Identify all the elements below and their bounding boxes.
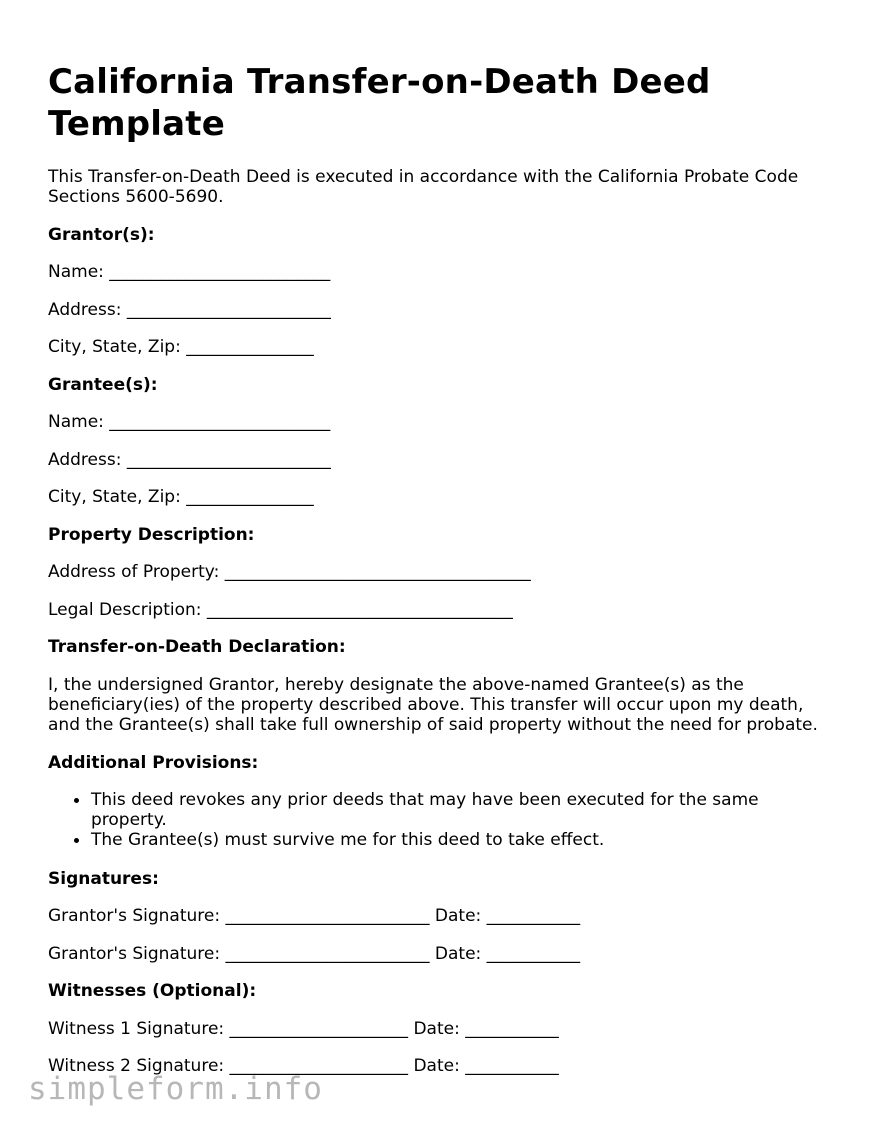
witness-signature-line-2: Witness 2 Signature: _____________________ Date: ___________ (48, 1056, 559, 1076)
witness-signature-line-1: Witness 1 Signature: _____________________ Date: ___________ (48, 1019, 559, 1039)
declaration-heading: Transfer-on-Death Declaration: (48, 637, 346, 657)
bullet-icon (74, 798, 79, 803)
grantor-signature-line-1: Grantor's Signature: ________________________ Date: ___________ (48, 906, 581, 926)
signatures-heading: Signatures: (48, 869, 159, 889)
page-title: California Transfer-on-Death Deed Template (48, 62, 711, 144)
watermark: simpleform.info (28, 1071, 323, 1107)
grantor-city-field: City, State, Zip: _______________ (48, 337, 314, 357)
list-item (91, 830, 838, 850)
grantee-city-field: City, State, Zip: _______________ (48, 487, 314, 507)
declaration-paragraph: I, the undersigned Grantor, hereby designate the above-named Grantee(s) as the beneficiary(ies) of the property described above. This transfer will occur upon my death, and the Grantee(s) shall take full ownership of said property without the need for probate. (48, 675, 818, 735)
grantee-name-field: Name: __________________________ (48, 412, 331, 432)
property-address-field: Address of Property: ____________________________________ (48, 562, 531, 582)
grantee-heading: Grantee(s): (48, 375, 158, 395)
bullet-icon (74, 838, 79, 843)
grantor-heading: Grantor(s): (48, 225, 155, 245)
property-heading: Property Description: (48, 525, 255, 545)
witnesses-heading: Witnesses (Optional): (48, 981, 257, 1001)
intro-paragraph: This Transfer-on-Death Deed is executed in accordance with the California Probate Code Sections 5600-5690. (48, 167, 799, 207)
list-item (91, 790, 838, 830)
grantor-signature-line-2: Grantor's Signature: ________________________ Date: ___________ (48, 944, 581, 964)
list-item-text: This deed revokes any prior deeds that may have been executed for the same property. (91, 790, 759, 830)
list-item-text: The Grantee(s) must survive me for this deed to take effect. (91, 830, 605, 850)
grantor-address-field: Address: ________________________ (48, 300, 331, 320)
grantee-address-field: Address: ________________________ (48, 450, 331, 470)
provisions-list (48, 790, 838, 850)
grantor-name-field: Name: __________________________ (48, 262, 331, 282)
provisions-heading: Additional Provisions: (48, 753, 259, 773)
legal-description-field: Legal Description: ____________________________________ (48, 600, 513, 620)
